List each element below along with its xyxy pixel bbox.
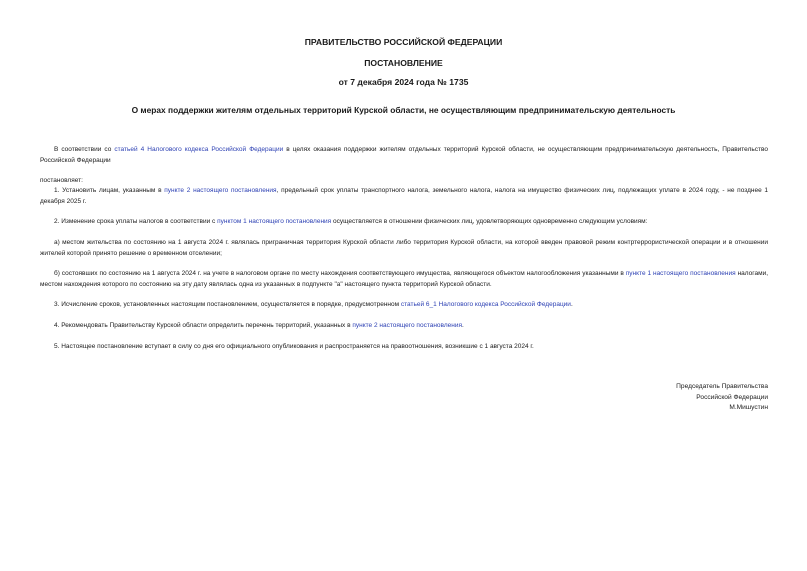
document-type-heading: ПОСТАНОВЛЕНИЕ — [364, 58, 443, 68]
preamble-text-after: в целях оказания поддержки жителям отдельных территорий Курской области, не осуществляющим предпринимательскую деятельность, Правительство Российской Федерации — [40, 146, 768, 164]
item-4-link[interactable]: пункте 2 настоящего постановления — [352, 322, 462, 329]
item-2-paragraph — [40, 217, 768, 228]
item-1-text-after: , предельный срок уплаты транспортного налога, земельного налога, налога на имущество физических лиц, подлежащих уплате в 2024 году, - не позднее 1 декабря 2025 г. — [40, 187, 769, 205]
item-4-text-before: 4. Рекомендовать Правительству Курской области определить перечень территорий, указанных в — [54, 322, 353, 329]
preamble-text-before: В соответствии со — [54, 146, 115, 153]
item-5-paragraph: 5. Настоящее постановление вступает в силу со дня его официального опубликования и распространяется на правоотношения, возникшие с 1 августа 2024 г. — [54, 343, 534, 350]
item-1-paragraph — [40, 186, 768, 207]
government-heading: ПРАВИТЕЛЬСТВО РОССИЙСКОЙ ФЕДЕРАЦИИ — [304, 37, 503, 47]
item-2-text-before: 2. Изменение срока уплаты налогов в соответствии с — [54, 218, 218, 225]
item-4-paragraph — [40, 321, 768, 332]
item-2a-paragraph: а) местом жительства по состоянию на 1 августа 2024 г. являлась приграничная территория Курской области либо территория Курской области, на которой введен правовой режим контртеррористической операции и в отношении жителей которой принято решение о временном отселении; — [40, 239, 768, 257]
item-2-text-after: осуществляется в отношении физических лиц, удовлетворяющих одновременно следующим условиям: — [331, 218, 648, 225]
item-1-link[interactable]: пункте 2 настоящего постановления — [164, 187, 277, 194]
item-2b-text-before: б) состоявших по состоянию на 1 августа 2024 г. на учете в налоговом органе по месту нахождения соответствующего имущества, являющегося объектом налогообложения указанными в — [54, 270, 626, 277]
date-number-heading: от 7 декабря 2024 года № 1735 — [338, 77, 469, 87]
preamble-paragraph — [40, 145, 768, 166]
item-2-link[interactable]: пунктом 1 настоящего постановления — [217, 218, 332, 225]
item-4-text-after: . — [462, 322, 464, 329]
signature-title-line: Председатель Правительства — [676, 383, 768, 390]
document-subject: О мерах поддержки жителям отдельных территорий Курской области, не осуществляющим предпринимательскую деятельность — [131, 105, 676, 115]
signature-org-line: Российской Федерации — [696, 393, 768, 401]
preamble-law-link[interactable]: статьей 4 Налогового кодекса Российской Федерации — [114, 146, 284, 153]
item-3-paragraph — [40, 300, 768, 311]
item-2b-link[interactable]: пункте 1 настоящего постановления — [625, 270, 736, 277]
item-2b-paragraph — [40, 269, 768, 290]
decides-text: постановляет: — [40, 177, 83, 184]
item-2b-text-after: налогами, местом нахождения которого по состоянию на эту дату являлась одна из указанных в подпункте "а" настоящего пункта территорий Курской области. — [40, 270, 768, 288]
item-3-link[interactable]: статьей 6_1 Налогового кодекса Российской Федерации — [400, 301, 571, 308]
item-3-text-before: 3. Исчисление сроков, установленных настоящим постановлением, осуществляется в порядке, предусмотренном — [54, 301, 401, 308]
item-3-text-after: . — [570, 301, 573, 308]
signature-name: М.Мишустин — [729, 404, 768, 412]
signature-block — [676, 382, 768, 414]
item-1-text-before: 1. Установить лицам, указанным в — [54, 187, 165, 194]
